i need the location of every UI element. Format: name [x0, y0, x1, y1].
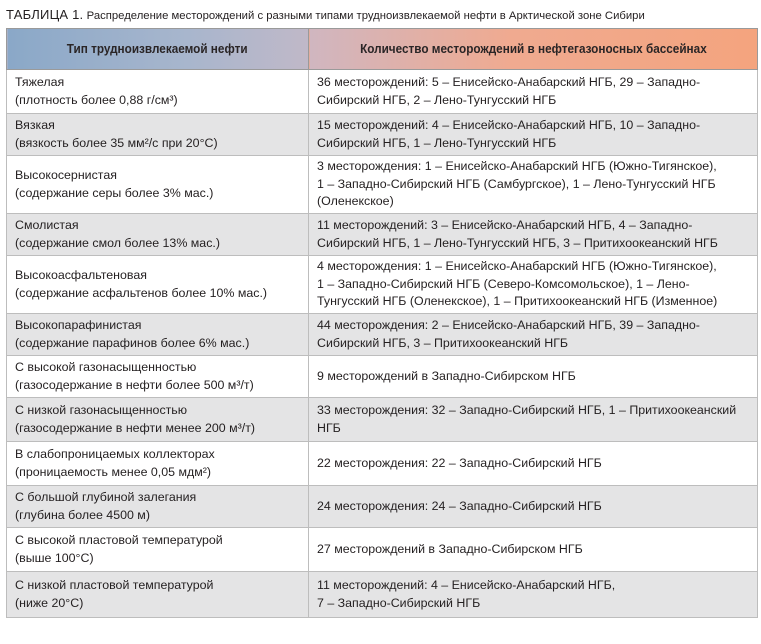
field-count-line: 1 – Западно-Сибирский НГБ (Северо-Комсомольское), 1 – Лено- [317, 276, 690, 291]
oil-type-cell [7, 256, 309, 314]
field-count-line: Сибирский НГБ, 3 – Притихоокеанский НГБ [317, 335, 569, 350]
table-body [7, 70, 758, 618]
field-count-line: 11 месторождений: 3 – Енисейско-Анабарский НГБ, 4 – Западно- [317, 217, 693, 232]
field-count-cell [309, 256, 758, 314]
oil-type-cell [7, 486, 309, 528]
field-count-line: 33 месторождения: 32 – Западно-Сибирский НГБ, 1 – Притихоокеанский [317, 402, 737, 417]
table-row [7, 314, 758, 356]
field-count-line: 9 месторождений в Западно-Сибирском НГБ [317, 368, 576, 383]
field-count-line: 3 месторождения: 1 – Енисейско-Анабарский НГБ (Южно-Тигянское), [317, 159, 717, 174]
field-count-line: (Оленекское) [317, 194, 394, 209]
oil-type-line: Высокоасфальтеновая [15, 267, 147, 282]
oil-type-cell [7, 70, 309, 114]
oil-type-cell [7, 214, 309, 256]
oil-type-cell [7, 572, 309, 618]
table-row [7, 442, 758, 486]
field-count-line: 22 месторождения: 22 – Западно-Сибирский НГБ [317, 455, 602, 470]
field-count-line: 24 месторождения: 24 – Западно-Сибирский НГБ [317, 498, 602, 513]
oil-type-cell [7, 442, 309, 486]
oil-type-cell [7, 114, 309, 156]
oil-type-line: С большой глубиной залегания [15, 489, 197, 504]
oil-type-line: Вязкая [15, 117, 55, 132]
oil-type-line: (содержание серы более 3% мас.) [15, 185, 214, 200]
header-field-count: Количество месторождений в нефтегазоносных бассейнах [309, 29, 758, 70]
oil-type-line: (глубина более 4500 м) [15, 507, 150, 522]
table-row [7, 356, 758, 398]
oil-type-line: С низкой газонасыщенностью [15, 402, 188, 417]
field-count-line: 27 месторождений в Западно-Сибирском НГБ [317, 541, 583, 556]
field-count-line: 7 – Западно-Сибирский НГБ [317, 595, 481, 610]
oil-type-cell [7, 528, 309, 572]
oil-type-line: (проницаемость менее 0,05 мдм²) [15, 464, 211, 479]
oil-type-line: Высокопарафинистая [15, 317, 142, 332]
oil-type-line: (содержание парафинов более 6% мас.) [15, 335, 250, 350]
table-row [7, 114, 758, 156]
oil-type-line: (вязкость более 35 мм²/с при 20°С) [15, 135, 218, 150]
field-count-cell [309, 156, 758, 214]
field-count-line: НГБ [317, 420, 341, 435]
table-row [7, 486, 758, 528]
oil-type-line: (выше 100°С) [15, 550, 94, 565]
field-count-cell [309, 398, 758, 442]
oil-type-line: В слабопроницаемых коллекторах [15, 446, 215, 461]
table-caption [6, 6, 645, 24]
field-count-line: Сибирский НГБ, 2 – Лено-Тунгусский НГБ [317, 92, 557, 107]
table-row [7, 528, 758, 572]
oil-type-line: Тяжелая [15, 74, 65, 89]
field-count-line: 1 – Западно-Сибирский НГБ (Самбургское), 1 – Лено-Тунгусский НГБ [317, 176, 716, 191]
field-count-cell [309, 314, 758, 356]
table-header-row [7, 29, 758, 70]
oil-type-cell [7, 156, 309, 214]
field-count-cell [309, 528, 758, 572]
table-row [7, 572, 758, 618]
field-count-line: 44 месторождения: 2 – Енисейско-Анабарский НГБ, 39 – Западно- [317, 317, 700, 332]
table-row [7, 256, 758, 314]
table-row [7, 214, 758, 256]
oil-type-line: С высокой пластовой температурой [15, 532, 223, 547]
oil-type-cell [7, 314, 309, 356]
oil-type-line: (содержание асфальтенов более 10% мас.) [15, 285, 268, 300]
oil-fields-table [6, 28, 758, 618]
field-count-cell [309, 114, 758, 156]
oil-type-cell [7, 398, 309, 442]
oil-type-line: (содержание смол более 13% мас.) [15, 235, 220, 250]
oil-type-line: (ниже 20°С) [15, 595, 84, 610]
caption-label: ТАБЛИЦА 1. [6, 7, 84, 22]
field-count-line: 15 месторождений: 4 – Енисейско-Анабарский НГБ, 10 – Западно- [317, 117, 701, 132]
header-oil-type: Тип трудноизвлекаемой нефти [7, 29, 309, 70]
field-count-cell [309, 572, 758, 618]
oil-type-line: (газосодержание в нефти более 500 м³/т) [15, 377, 254, 392]
field-count-line: Сибирский НГБ, 1 – Лено-Тунгусский НГБ, 3 – Притихоокеанский НГБ [317, 235, 718, 250]
field-count-cell [309, 356, 758, 398]
oil-type-line: (плотность более 0,88 г/см³) [15, 92, 178, 107]
table-row [7, 156, 758, 214]
oil-type-line: Высокосернистая [15, 167, 117, 182]
field-count-cell [309, 70, 758, 114]
field-count-line: 36 месторождений: 5 – Енисейско-Анабарский НГБ, 29 – Западно- [317, 74, 701, 89]
table-row [7, 70, 758, 114]
caption-text: Распределение месторождений с разными типами трудноизвлекаемой нефти в Арктической зоне Сибири [86, 10, 645, 22]
field-count-cell [309, 214, 758, 256]
field-count-line: Сибирский НГБ, 1 – Лено-Тунгусский НГБ [317, 135, 557, 150]
oil-type-line: С низкой пластовой температурой [15, 577, 214, 592]
oil-type-line: С высокой газонасыщенностью [15, 359, 197, 374]
table-row [7, 398, 758, 442]
field-count-line: 4 месторождения: 1 – Енисейско-Анабарский НГБ (Южно-Тигянское), [317, 259, 717, 274]
oil-type-line: (газосодержание в нефти менее 200 м³/т) [15, 420, 256, 435]
oil-type-cell [7, 356, 309, 398]
oil-type-line: Смолистая [15, 217, 79, 232]
field-count-line: 11 месторождений: 4 – Енисейско-Анабарский НГБ, [317, 577, 616, 592]
field-count-cell [309, 442, 758, 486]
field-count-line: Тунгусский НГБ (Оленекское), 1 – Притихоокеанский НГБ (Изменное) [317, 294, 718, 309]
field-count-cell [309, 486, 758, 528]
